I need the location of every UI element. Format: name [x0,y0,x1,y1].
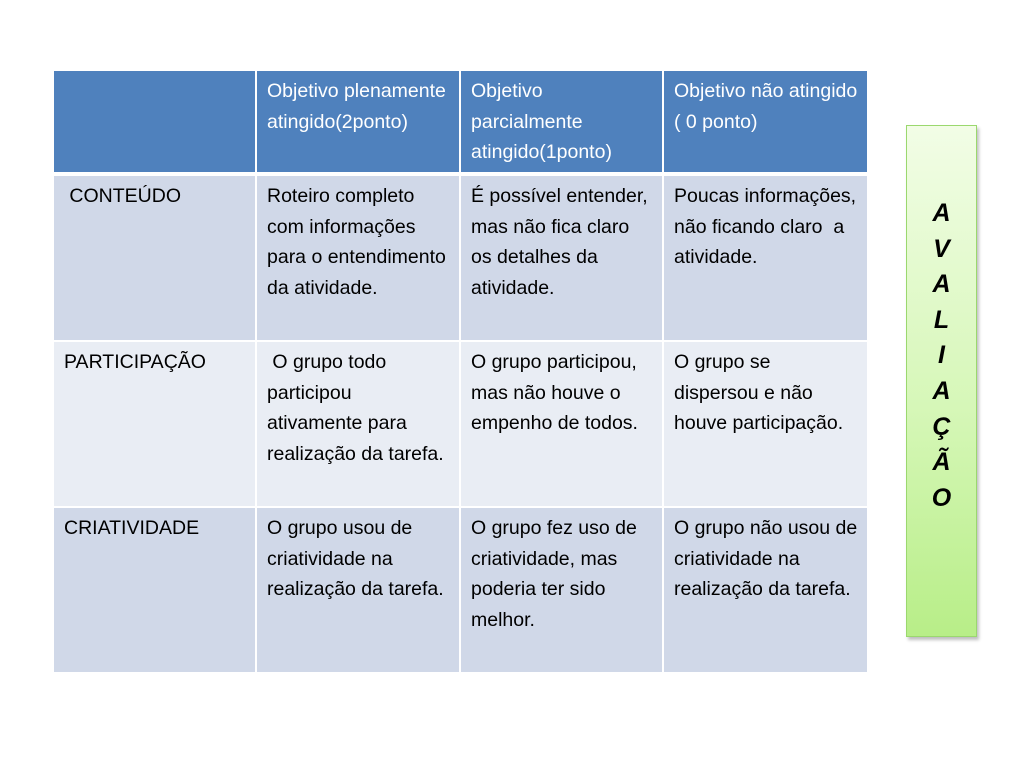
header-cell-partial-objective: Objetivo parcialmente atingido(1ponto) [460,70,663,174]
table-cell: O grupo todo participou ativamente para realização da tarefa. [256,341,460,507]
side-letter: A [932,199,951,227]
side-letter: Ã [932,448,951,477]
table-cell: Poucas informações, não ficando claro a atividade. [663,174,868,341]
side-letter: L [933,305,950,334]
table-row [53,507,868,673]
evaluation-rubric-table [52,69,869,674]
table-header-row [53,70,868,174]
header-cell-not-achieved: Objetivo não atingido ( 0 ponto) [663,70,868,174]
table-cell: Roteiro completo com informações para o entendimento da atividade. [256,174,460,341]
side-letter: I [938,341,945,370]
table-cell: É possível entender, mas não fica claro os detalhes da atividade. [460,174,663,341]
table-cell: O grupo se dispersou e não houve participação. [663,341,868,507]
table-row [53,174,868,341]
table-cell: O grupo fez uso de criatividade, mas poderia ter sido melhor. [460,507,663,673]
side-letter: O [931,483,952,512]
avaliacao-side-label [906,125,977,637]
criterion-participacao: PARTICIPAÇÃO [53,341,256,507]
criterion-criatividade: CRIATIVIDADE [53,507,256,673]
side-letter: Ç [932,412,951,441]
header-cell-empty [53,70,256,174]
side-letter: A [932,270,951,299]
table-cell: O grupo não usou de criatividade na realização da tarefa. [663,507,868,673]
table-cell: O grupo participou, mas não houve o empenho de todos. [460,341,663,507]
side-letters [907,196,976,516]
side-letter: V [933,234,950,263]
criterion-conteudo: CONTEÚDO [53,174,256,341]
side-letter: A [932,376,951,405]
table-row [53,341,868,507]
header-cell-full-objective: Objetivo plenamente atingido(2ponto) [256,70,460,174]
table-cell: O grupo usou de criatividade na realização da tarefa. [256,507,460,673]
